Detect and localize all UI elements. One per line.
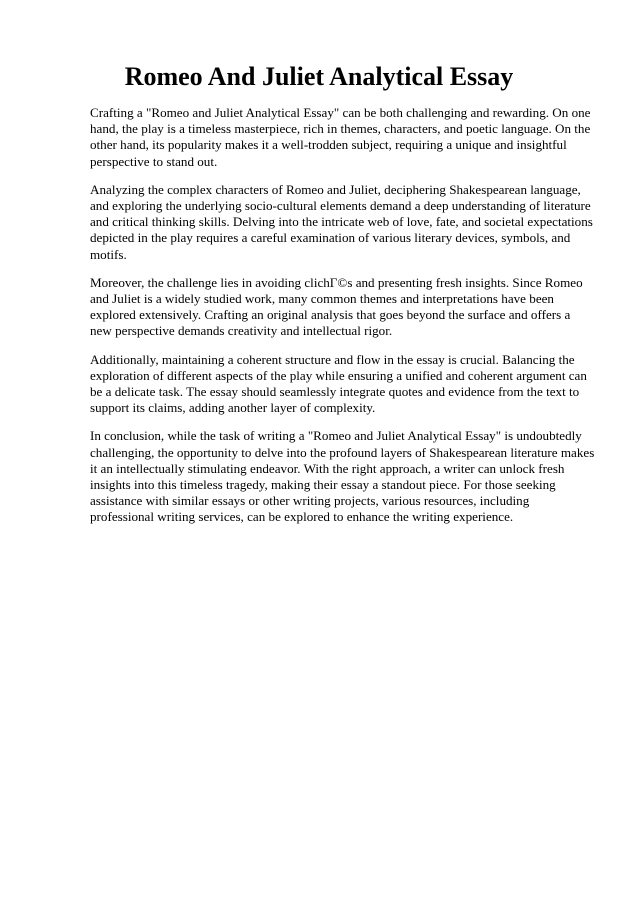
document-body [90,105,595,538]
paragraph-conclusion: In conclusion, while the task of writing a "Romeo and Juliet Analytical Essay" is undoubtedly challenging, the opportunity to delve into the profound layers of Shakespearean literature makes it an intellectually stimulating endeavor. With the right approach, a writer can unlock fresh insights into this timeless tragedy, making their essay a standout piece. For those seeking assistance with similar essays or other writing projects, various resources, including professional writing services, can be explored to enhance the writing experience. [90,428,595,525]
document-title: Romeo And Juliet Analytical Essay [124,62,514,91]
paragraph-analysis: Analyzing the complex characters of Romeo and Juliet, deciphering Shakespearean language, and exploring the underlying socio-cultural elements demand a deep understanding of literature and critical thinking skills. Delving into the intricate web of love, fate, and societal expectations depicted in the play requires a careful examination of various literary devices, symbols, and motifs. [90,181,593,262]
paragraph-challenge: Moreover, the challenge lies in avoiding clichГ©s and presenting fresh insights. Since Romeo and Juliet is a widely studied work, many common themes and interpretations have been explored extensively. Crafting an original analysis that goes beyond the surface and offers a new perspective demands creativity and intellectual rigor. [90,274,583,339]
paragraph-structure: Additionally, maintaining a coherent structure and flow in the essay is crucial. Balancing the exploration of different aspects of the play while ensuring a unified and coherent argument can be a delicate task. The essay should seamlessly integrate quotes and evidence from the text to support its claims, adding another layer of complexity. [90,351,587,416]
paragraph-intro: Crafting a "Romeo and Juliet Analytical Essay" can be both challenging and rewarding. On one hand, the play is a timeless masterpiece, rich in themes, characters, and poetic language. On the other hand, its popularity makes it a well-trodden subject, requiring a unique and insightful perspective to stand out. [90,105,591,169]
